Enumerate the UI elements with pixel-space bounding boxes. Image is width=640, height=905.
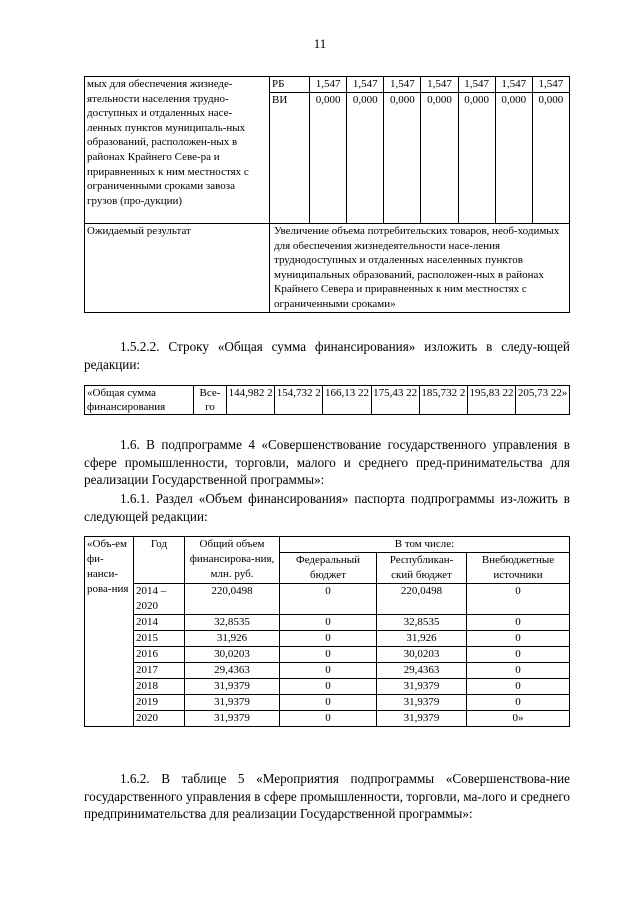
cell: 0 (467, 663, 570, 679)
total-sub-label: Все-го (194, 386, 227, 415)
paragraph-1-6 (84, 436, 570, 489)
cell: 29,4363 (377, 663, 467, 679)
year-cell: 2015 (134, 631, 185, 647)
row-label-rb: РБ (270, 77, 310, 93)
program-table-top (84, 76, 570, 313)
cell: 0 (467, 679, 570, 695)
cell: 0 (467, 647, 570, 663)
cell: 0» (467, 711, 570, 727)
expected-result-text: Увеличение объема потребительских товаров, необ-ходимых для обеспечения жизнедеятельности насе-ления труднодоступных и отдаленных населенных пунктов муниципальных образований, расположен-ных в районах Крайнего Севера и приравненных к ним местностях с ограниченными сроками» (270, 224, 570, 313)
paragraph-text: 1.6. В подпрограмме 4 «Совершенствование государственного управления в сфере промышленности, торговли, малого и среднего пред-принимательства для реализации Государственной программы»: (84, 437, 570, 487)
cell: 0,000 (532, 93, 569, 224)
cell: 32,8535 (185, 615, 280, 631)
year-cell: 2017 (134, 663, 185, 679)
cell: 0 (280, 711, 377, 727)
cell: 31,9379 (377, 679, 467, 695)
cell: 31,9379 (185, 711, 280, 727)
paragraph-1-6-1 (84, 490, 570, 525)
cell: 166,13 22 (323, 386, 371, 415)
cell: 0 (280, 631, 377, 647)
cell: 205,73 22» (516, 386, 570, 415)
paragraph-text: 1.6.1. Раздел «Объем финансирования» паспорта подпрограммы из-ложить в следующей редакции: (84, 491, 570, 524)
cell: 0 (467, 631, 570, 647)
paragraph-1-6-2 (84, 770, 570, 823)
paragraph-1-5-2-2 (84, 338, 570, 373)
total-financing-table (84, 385, 570, 415)
cell: 0 (467, 584, 570, 615)
cell: 0 (467, 695, 570, 711)
cell: 31,926 (377, 631, 467, 647)
expected-result-label: Ожидаемый результат (85, 224, 270, 313)
cell: 0,000 (384, 93, 421, 224)
cell: 0,000 (310, 93, 347, 224)
cell: 31,9379 (377, 695, 467, 711)
cell: 0,000 (495, 93, 532, 224)
year-cell: 2014 (134, 615, 185, 631)
year-cell: 2018 (134, 679, 185, 695)
cell: 1,547 (532, 77, 569, 93)
cell: 0 (280, 615, 377, 631)
cell: 0 (467, 615, 570, 631)
cell: 31,9379 (185, 679, 280, 695)
paragraph-text: 1.5.2.2. Строку «Общая сумма финансирования» изложить в следу-ющей редакции: (84, 339, 570, 372)
cell: 1,547 (384, 77, 421, 93)
cell: 29,4363 (185, 663, 280, 679)
cell: 220,0498 (185, 584, 280, 615)
financing-head-label: «Объ-ем фи-нанси-рова-ния (85, 537, 134, 727)
cell: 30,0203 (185, 647, 280, 663)
cell: 1,547 (495, 77, 532, 93)
year-cell: 2014 – 2020 (134, 584, 185, 615)
year-cell: 2019 (134, 695, 185, 711)
col-federal: Федеральный бюджет (280, 553, 377, 584)
col-total: Общий объем финансирова-ния, млн. руб. (185, 537, 280, 584)
cell: 220,0498 (377, 584, 467, 615)
cell: 0,000 (421, 93, 458, 224)
cell: 144,982 2 (227, 386, 275, 415)
cell: 1,547 (458, 77, 495, 93)
financing-volume-table (84, 536, 570, 727)
year-cell: 2016 (134, 647, 185, 663)
cell: 1,547 (421, 77, 458, 93)
cell: 175,43 22 (371, 386, 419, 415)
cell: 31,9379 (185, 695, 280, 711)
cell: 185,732 2 (419, 386, 467, 415)
cell: 0,000 (458, 93, 495, 224)
cell: 0 (280, 584, 377, 615)
cell: 0 (280, 663, 377, 679)
row-label-vi: ВИ (270, 93, 310, 224)
col-extrabudget: Внебюджетные источники (467, 553, 570, 584)
cell: 0 (280, 695, 377, 711)
cell: 1,547 (310, 77, 347, 93)
page-number: 11 (313, 36, 327, 51)
cell: 195,83 22 (467, 386, 515, 415)
col-republican: Республикан-ский бюджет (377, 553, 467, 584)
cell: 1,547 (347, 77, 384, 93)
cell: 32,8535 (377, 615, 467, 631)
cell: 0 (280, 647, 377, 663)
col-including: В том числе: (280, 537, 570, 553)
measure-description: мых для обеспечения жизнеде-ятельности населения трудно-доступных и отдаленных насе-ленных пунктов муниципаль-ных образований, расположен-ных в районах Крайнего Севе-ра и приравненных к ним местностях с ограниченными сроками завоза грузов (про-дукции) (85, 77, 270, 224)
total-financing-label: «Общая сумма финансирования (85, 386, 194, 415)
cell: 31,9379 (377, 711, 467, 727)
col-year: Год (134, 537, 185, 584)
cell: 154,732 2 (275, 386, 323, 415)
cell: 0,000 (347, 93, 384, 224)
paragraph-text: 1.6.2. В таблице 5 «Мероприятия подпрограммы «Совершенствова-ние государственного управления в сфере промышленности, торговли, ма-лого и среднего предпринимательства для реализации Государственной программы»: (84, 771, 570, 821)
cell: 0 (280, 679, 377, 695)
cell: 31,926 (185, 631, 280, 647)
year-cell: 2020 (134, 711, 185, 727)
cell: 30,0203 (377, 647, 467, 663)
